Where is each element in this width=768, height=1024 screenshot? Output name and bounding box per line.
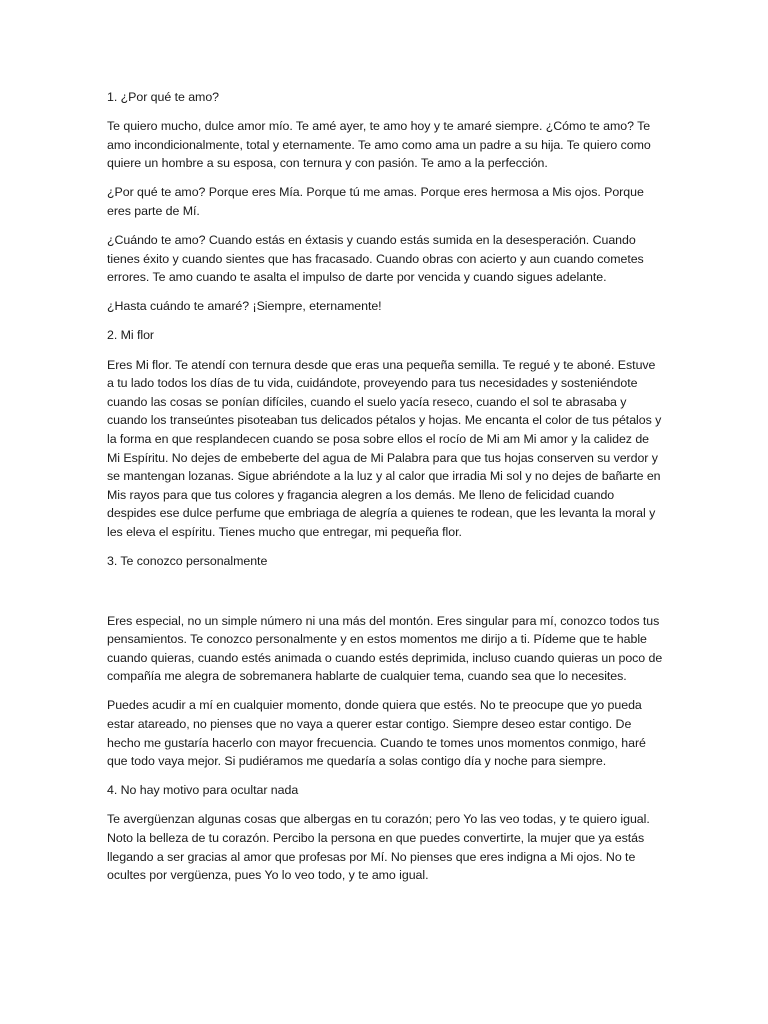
section-2-paragraph-1: Eres Mi flor. Te atendí con ternura desde que eras una pequeña semilla. Te regué y te aboné. Estuve a tu lado todos los días de tu vida, cuidándote, proveyendo para tus necesidades y sosteniéndote cuando las cosas se ponían difíciles, cuando el suelo yacía reseco, cuando el sol te abrasaba y cuando los transeúntes pisoteaban tus delicados pétalos y hojas. Me encanta el color de tus pétalos y la forma en que resplandecen cuando se posa sobre ellos el rocío de Mi am Mi amor y la calidez de Mi Espíritu. No dejes de embeberte del agua de Mi Palabra para que tus hojas conserven su verdor y se mantengan lozanas. Sigue abriéndote a la luz y al calor que irradia Mi sol y no dejes de bañarte en Mis rayos para que tus colores y fragancia alegren a los demás. Me lleno de felicidad cuando despides ese dulce perfume que embriaga de alegría a quienes te rodean, que les levanta la moral y les eleva el espíritu. Tienes mucho que entregar, mi pequeña flor. [107,357,662,539]
section-3-heading: 3. Te conozco personalmente [107,553,268,568]
section-4-paragraph-1: Te avergüenzan algunas cosas que albergas en tu corazón; pero Yo las veo todas, y te quiero igual. Noto la belleza de tu corazón. Percibo la persona en que puedes convertirte, la mujer que ya estás llegando a ser gracias al amor que profesas por Mí. No pienses que eres indigna a Mi ojos. No te ocultes por vergüenza, pues Yo lo veo todo, y te amo igual. [107,812,650,883]
section-3-paragraph-2: Puedes acudir a mí en cualquier momento, donde quiera que estés. No te preocupe que yo pueda estar atareado, no pienses que no vaya a querer estar contigo. Siempre deseo estar contigo. De hecho me gustaría hacerlo con mayor frecuencia. Cuando te tomes unos momentos conmigo, haré que todo vaya mejor. Si pudiéramos me quedaría a solas contigo día y noche para siempre. [107,698,646,769]
section-1-paragraph-4: ¿Hasta cuándo te amaré? ¡Siempre, eternamente! [107,299,382,314]
section-2-heading: 2. Mi flor [107,328,155,343]
section-1-heading: 1. ¿Por qué te amo? [107,90,220,104]
document-page [107,88,663,895]
section-3-paragraph-1: Eres especial, no un simple número ni una más del montón. Eres singular para mí, conozco todos tus pensamientos. Te conozco personalmente y en estos momentos me dirijo a ti. Pídeme que te hable cuando quieras, cuando estés animada o cuando estés deprimida, incluso cuando quieras un poco de compañía me alegra de sobremanera hablarte de cualquier tema, cuando sea que lo necesites. [107,613,663,684]
section-1-paragraph-3: ¿Cuándo te amo? Cuando estás en éxtasis y cuando estás sumida en la desesperación. Cuando tienes éxito y cuando sientes que has fracasado. Cuando obras con acierto y aun cuando cometes errores. Te amo cuando te asalta el impulso de darte por vencida y cuando sigues adelante. [107,233,644,285]
section-1-paragraph-1: Te quiero mucho, dulce amor mío. Te amé ayer, te amo hoy y te amaré siempre. ¿Cómo te amo? Te amo incondicionalmente, total y eternamente. Te amo como ama un padre a su hija. Te quiero como quiere un hombre a su esposa, con ternura y con pasión. Te amo a la perfección. [107,119,651,171]
section-1-paragraph-2: ¿Por qué te amo? Porque eres Mía. Porque tú me amas. Porque eres hermosa a Mis ojos. Porque eres parte de Mí. [107,185,644,218]
section-4-heading: 4. No hay motivo para ocultar nada [107,783,299,798]
